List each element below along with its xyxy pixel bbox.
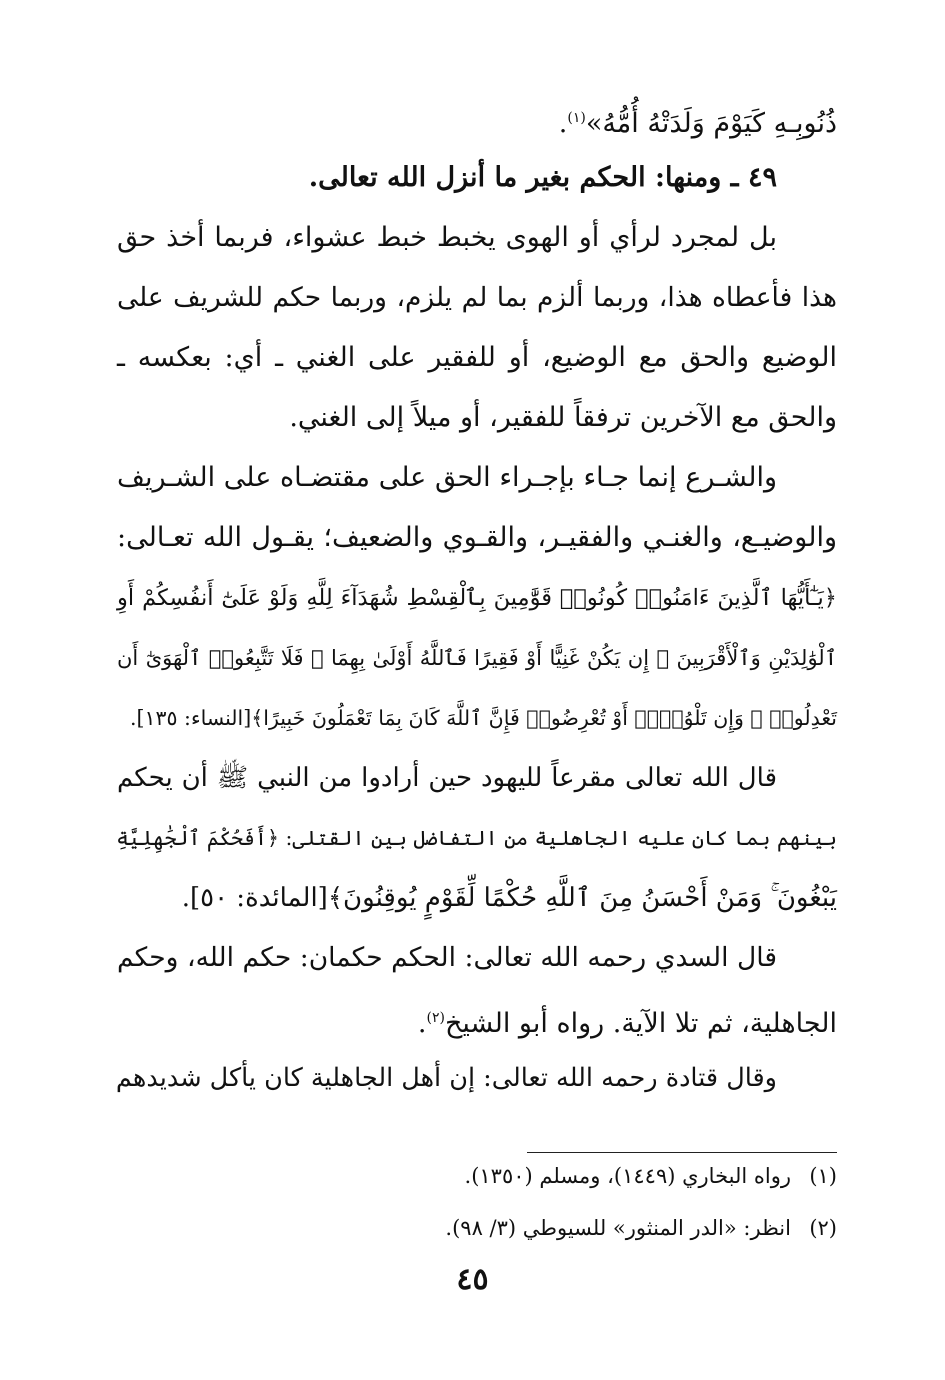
- quran-verse-line: يَبْغُونَ ۚ وَمَنْ أَحْسَنُ مِنَ ٱللَّهِ حُكْمًا لِّقَوْمٍ يُوقِنُونَ﴾[المائدة: ٥٠].: [181, 883, 837, 913]
- footnotes: [117, 1150, 837, 1254]
- text-line: قال الله تعالى مقرعاً لليهود حين أرادوا من النبي ﷺ أن يحكم: [117, 763, 777, 793]
- text-line: هذا فأعطاه هذا، وربما ألزم بما لم يلزم، وربما حكم للشريف على: [117, 282, 837, 313]
- text-line: والوضيـع، والغنـي والفقيـر، والقـوي والضعيف؛ يقـول الله تعـالى:: [117, 522, 837, 553]
- text-line: بل لمجرد لرأي أو الهوى يخبط خبط عشواء، فربما أخذ حق: [117, 222, 777, 253]
- footnote-marker: (١): [567, 110, 586, 126]
- text-line: وقال قتادة رحمه الله تعالى: إن أهل الجاهلية كان يأكل شديدهم: [115, 1063, 777, 1093]
- footnote-text: رواه البخاري (١٤٤٩)، ومسلم (١٣٥٠).: [464, 1164, 791, 1188]
- text-line: والحق مع الآخرين ترفقاً للفقير، أو ميلاً إلى الغني.: [289, 402, 837, 433]
- narration-text: الجاهلية، ثم تلا الآية. رواه أبو الشيخ: [444, 1008, 837, 1039]
- footnote-text: انظر: «الدر المنثور» للسيوطي (٣/ ٩٨).: [445, 1216, 791, 1240]
- quran-verse-line: ﴿يَـٰٓأَيُّهَا ٱلَّذِينَ ءَامَنُوا۟ كُونُوا۟ قَوَّٰمِينَ بِٱلْقِسْطِ شُهَدَآءَ لِلَّهِ وَلَوْ عَلَىٰٓ أَنفُسِكُمْ أَوِ: [117, 585, 837, 611]
- footnote: [117, 1150, 837, 1202]
- section-heading: ٤٩ ـ ومنها: الحكم بغير ما أنزل الله تعالى.: [308, 162, 777, 193]
- footnote-number: (٢): [809, 1216, 837, 1240]
- quran-verse-line: ٱلْوَٰلِدَيْنِ وَٱلْأَقْرَبِينَ ۚ إِن يَكُنْ غَنِيًّا أَوْ فَقِيرًا فَٱللَّهُ أَوْلَىٰ بِهِمَا ۖ فَلَا تَتَّبِعُوا۟ ٱلْهَوَىٰٓ أَن: [117, 646, 837, 670]
- main-text: [117, 88, 837, 1108]
- sentence-end: .: [417, 1008, 427, 1039]
- quran-verse-line: تَعْدِلُوا۟ ۚ وَإِن تَلْوُۥٓا۟ أَوْ تُعْرِضُوا۟ فَإِنَّ ٱللَّهَ كَانَ بِمَا تَعْمَلُونَ خَبِيرًا﴾[النساء: ١٣٥].: [129, 706, 837, 730]
- hadith-ending: ذُنُوبِـهِ كَيَوْمَ وَلَدَتْهُ أُمُّهُ»: [585, 108, 837, 139]
- footnote-number: (١): [809, 1164, 837, 1188]
- sentence-end: .: [558, 108, 568, 139]
- text-line: الوضيع والحق مع الوضيع، أو للفقير على الغني ـ أي: بعكسه ـ: [117, 342, 837, 373]
- page-number: ٤٥: [456, 1262, 489, 1297]
- text-line: بينهم بما كان عليه الجاهلية من التفاضل بين القتلى: ﴿أَفَحُكْمَ ٱلْجَٰهِلِيَّةِ: [116, 826, 837, 850]
- footnote: [117, 1202, 837, 1254]
- text-line: قال السدي رحمه الله تعالى: الحكم حكمان: حكم الله، وحكم: [117, 942, 777, 973]
- text-line: [117, 88, 837, 148]
- text-line: والشـرع إنما جـاء بإجـراء الحق على مقتضـاه على الشـريف: [117, 462, 777, 493]
- text-line: [117, 988, 837, 1048]
- footnote-marker: (٢): [426, 1010, 445, 1026]
